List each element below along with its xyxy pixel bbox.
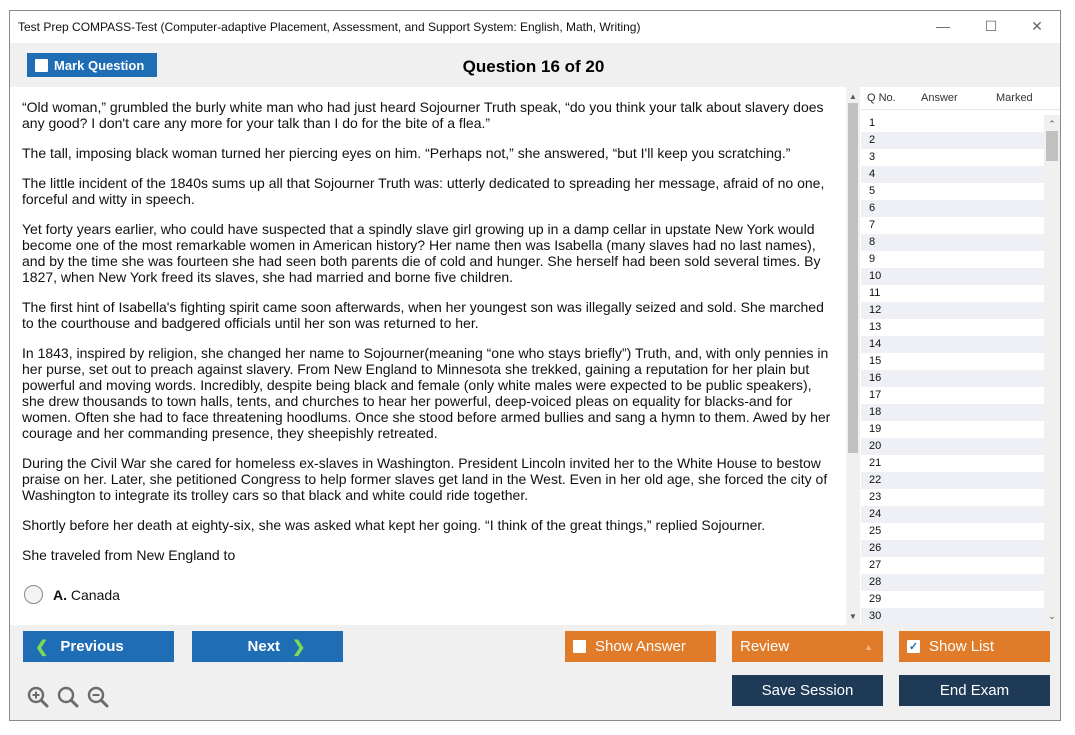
scroll-down-icon[interactable]: ⌄ xyxy=(1048,610,1056,621)
passage-paragraph: During the Civil War she cared for homeless ex-slaves in Washington. President Lincoln invited her to the White House to bestow praise on her. Later, she petitioned Congress to help former slaves get land in the West. Even in her old age, she forced the city of Washington to integrate its trolley cars so that black and white could ride together. xyxy=(22,455,828,503)
question-list-row[interactable]: 14 xyxy=(861,336,1044,353)
scroll-thumb[interactable] xyxy=(848,103,858,453)
title-bar xyxy=(10,11,1060,43)
question-list-row[interactable]: 9 xyxy=(869,253,876,265)
review-label: Review xyxy=(740,638,790,655)
question-header xyxy=(10,43,1060,87)
checkbox-icon[interactable] xyxy=(573,640,586,653)
question-list-row[interactable]: 12 xyxy=(861,302,1044,319)
question-list-row[interactable]: 27 xyxy=(869,559,882,571)
scroll-up-icon[interactable]: ▲ xyxy=(849,91,857,101)
checkbox-checked-icon[interactable]: ✓ xyxy=(908,641,919,653)
question-list-row[interactable]: 10 xyxy=(861,268,1044,285)
question-list-row[interactable]: 23 xyxy=(869,491,882,503)
passage-paragraph: The first hint of Isabella's fighting spirit came soon afterwards, when her youngest son was illegally seized and sold. She marched to the courthouse and badgered officials until her son was returned to her. xyxy=(22,299,824,331)
zoom-in-icon[interactable] xyxy=(26,685,50,709)
maximize-button[interactable]: ☐ xyxy=(984,17,998,34)
passage-paragraph: Shortly before her death at eighty-six, she was asked what kept her going. “I think of the great things,” replied Sojourner. xyxy=(22,517,766,533)
question-list-row[interactable]: 20 xyxy=(861,438,1044,455)
next-label: Next xyxy=(247,638,281,655)
mark-question-button[interactable] xyxy=(27,53,157,77)
scroll-thumb[interactable] xyxy=(1046,131,1058,161)
question-list-row[interactable]: 21 xyxy=(869,457,882,469)
caret-up-icon: ▲ xyxy=(864,641,873,652)
question-list-row[interactable]: 28 xyxy=(861,574,1044,591)
zoom-out-icon[interactable] xyxy=(86,685,110,709)
zoom-icon[interactable] xyxy=(56,685,80,709)
minimize-button[interactable]: — xyxy=(936,18,950,34)
question-list-row[interactable]: 30 xyxy=(861,608,1044,625)
question-title: Question 16 of 20 xyxy=(462,57,605,76)
app-window xyxy=(9,10,1061,721)
footer-toolbar xyxy=(10,625,1060,721)
question-list-row[interactable]: 15 xyxy=(869,355,882,367)
passage-paragraph: “Old woman,” grumbled the burly white man who had just heard Sojourner Truth speak, “do you think your talk about slavery does any good? I don't care any more for your talk than I do for the bite of a flea.” xyxy=(22,99,824,131)
question-list-row[interactable]: 1 xyxy=(869,117,876,129)
radio-button[interactable] xyxy=(24,585,43,604)
passage-paragraph: Yet forty years earlier, who could have suspected that a spindly slave girl growing up in a damp cellar in upstate New York would become one of the most remarkable women in American history? Her name then was Isabella (many slaves had no last names), and by the time she was fourteen she had seen both parents die of cold and hunger. She herself had been sold several times. By 1827, when New York freed its slaves, she had married and borne five children. xyxy=(22,221,821,285)
passage-paragraph: The little incident of the 1840s sums up all that Sojourner Truth was: utterly dedicated to spreading her message, afraid of no one, forceful and witty in speech. xyxy=(22,175,825,207)
show-answer-button[interactable] xyxy=(565,631,716,662)
question-list-row[interactable]: 13 xyxy=(869,321,882,333)
question-list-rows xyxy=(861,115,1044,625)
checkbox-icon xyxy=(35,59,48,72)
question-list-header xyxy=(861,87,1061,110)
save-session-button[interactable] xyxy=(732,675,883,706)
question-list-row[interactable]: 24 xyxy=(861,506,1044,523)
previous-label: Previous xyxy=(60,638,124,655)
option-text: Canada xyxy=(70,586,120,603)
window-title: Test Prep COMPASS-Test (Computer-adaptive Placement, Assessment, and Support System: English, Math, Writing) xyxy=(18,20,641,34)
answer-header: Answer xyxy=(921,92,958,104)
show-list-label: Show List xyxy=(929,638,995,655)
passage-paragraph: In 1843, inspired by religion, she changed her name to Sojourner(meaning “one who stays briefly”) Truth, and, with only pennies in her purse, set out to preach against slavery. From New England to Minnesota she trekked, gaining a reputation for her plain but powerful and moving words. Incredibly, despite being black and female (only white males were expected to be public speakers), she drew thousands to town halls, tents, and churches to hear her powerful, deep-voiced pleas on equality for blacks-and for women. Often she had to face threatening hoodlums. Once she stood before armed bullies and sang a hymn to them. Awed by her courage and her commanding presence, they sheepishly retreated. xyxy=(22,345,831,441)
mark-question-label: Mark Question xyxy=(54,57,145,73)
marked-header: Marked xyxy=(996,92,1033,104)
question-list-row[interactable]: 26 xyxy=(861,540,1044,557)
question-list-row[interactable]: 2 xyxy=(861,132,1044,149)
end-exam-button[interactable] xyxy=(899,675,1050,706)
passage-panel xyxy=(10,87,846,625)
question-list-row[interactable]: 7 xyxy=(869,219,876,231)
option-letter: A. xyxy=(53,586,67,603)
passage-paragraph: The tall, imposing black woman turned her piercing eyes on him. “Perhaps not,” she answered, “but I'll keep you scratching.” xyxy=(22,145,791,161)
answer-option-a[interactable] xyxy=(22,585,834,604)
question-list-row[interactable]: 8 xyxy=(861,234,1044,251)
question-list-panel xyxy=(861,87,1061,625)
question-list-row[interactable]: 25 xyxy=(869,525,882,537)
previous-button[interactable] xyxy=(23,631,174,662)
next-button[interactable] xyxy=(192,631,343,662)
scroll-up-icon[interactable]: ⌃ xyxy=(1048,118,1056,129)
review-dropdown[interactable] xyxy=(732,631,883,662)
question-list-row[interactable]: 4 xyxy=(861,166,1044,183)
question-list-row[interactable]: 16 xyxy=(861,370,1044,387)
question-list-row[interactable]: 11 xyxy=(869,287,881,299)
chevron-left-icon: ❮ xyxy=(35,638,49,656)
question-list-row[interactable]: 19 xyxy=(869,423,882,435)
qno-header: Q No. xyxy=(867,92,896,104)
scroll-down-icon[interactable]: ▼ xyxy=(849,611,857,621)
end-exam-label: End Exam xyxy=(939,682,1010,699)
question-list-scrollbar[interactable] xyxy=(1044,115,1060,625)
question-list-row[interactable]: 22 xyxy=(861,472,1044,489)
question-list-row[interactable]: 17 xyxy=(869,389,882,401)
show-answer-label: Show Answer xyxy=(595,638,686,655)
question-list-row[interactable]: 6 xyxy=(861,200,1044,217)
question-list-row[interactable]: 5 xyxy=(869,185,876,197)
question-list-row[interactable]: 3 xyxy=(869,151,876,163)
save-session-label: Save Session xyxy=(761,682,854,699)
close-button[interactable]: ✕ xyxy=(1031,17,1043,34)
show-list-button[interactable] xyxy=(899,631,1050,662)
question-list-row[interactable]: 18 xyxy=(861,404,1044,421)
question-stem: She traveled from New England to xyxy=(22,547,236,563)
passage-scrollbar[interactable] xyxy=(846,87,860,625)
question-list-row[interactable]: 29 xyxy=(869,593,882,605)
chevron-right-icon: ❯ xyxy=(292,638,306,656)
